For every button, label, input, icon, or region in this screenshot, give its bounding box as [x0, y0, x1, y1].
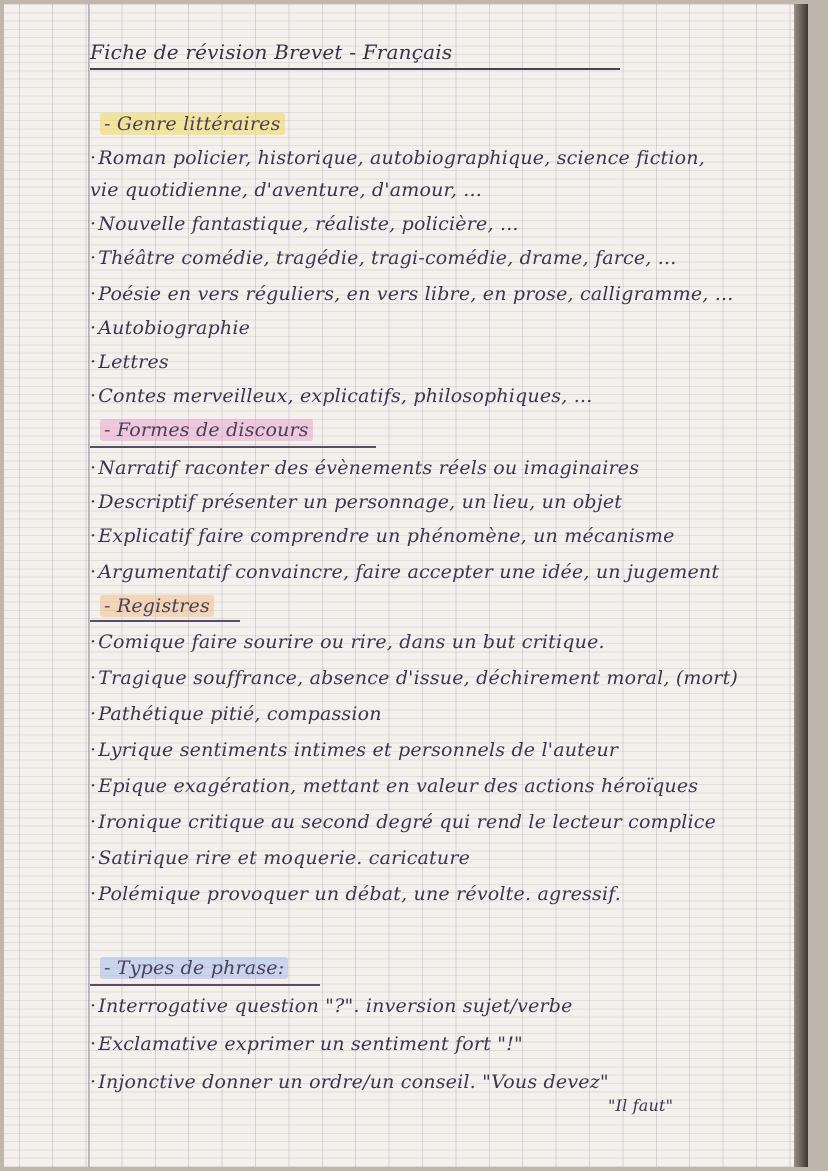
list-item: · Epique exagération, mettant en valeur des actions héroïques [90, 775, 699, 797]
list-item: · Théâtre comédie, tragédie, tragi-comédie, drame, farce, ... [90, 247, 677, 269]
list-item: · Polémique provoquer un débat, une révolte. agressif. [90, 883, 622, 905]
item-text: vie quotidienne, d'aventure, d'amour, ... [90, 179, 482, 201]
heading-underline [90, 620, 240, 622]
list-item: · Roman policier, historique, autobiographique, science fiction, [90, 147, 705, 169]
list-item: · Contes merveilleux, explicatifs, philosophiques, ... [90, 385, 593, 407]
list-item: · Exclamative exprimer un sentiment fort "!" [90, 1033, 523, 1055]
list-item: · Lettres [90, 351, 169, 373]
item-text: critique au second degré qui rend le lecteur complice [181, 811, 717, 833]
list-item: · Lyrique sentiments intimes et personnels de l'auteur [90, 739, 619, 761]
list-item: · Ironique critique au second degré qui rend le lecteur complice [90, 811, 717, 833]
item-text: comédie, tragédie, tragi-comédie, drame, farce, ... [175, 247, 677, 269]
item-text: exprimer un sentiment fort "!" [218, 1033, 523, 1055]
list-item-continuation [608, 1094, 673, 1118]
item-term: Nouvelle [98, 213, 186, 235]
item-text: raconter des évènements réels ou imaginaires [178, 457, 640, 479]
item-term: Descriptif [98, 491, 196, 513]
list-item: · Satirique rire et moquerie. caricature [90, 847, 471, 869]
section-heading-text: - Genre littéraires [100, 113, 285, 135]
list-item: · Nouvelle fantastique, réaliste, policière, ... [90, 213, 519, 235]
list-item: · Descriptif présenter un personnage, un lieu, un objet [90, 491, 623, 513]
item-text: pitié, compassion [203, 703, 382, 725]
item-text: donner un ordre/un conseil. "Vous devez" [195, 1071, 609, 1093]
list-item: · Autobiographie [90, 317, 251, 339]
section-heading-discours [100, 418, 313, 442]
item-text: exagération, mettant en valeur des actions héroïques [167, 775, 699, 797]
list-item: · Injonctive donner un ordre/un conseil. "Vous devez" [90, 1071, 609, 1093]
section-heading-registres [100, 594, 214, 618]
item-term: Interrogative [98, 995, 229, 1017]
list-item: · Interrogative question "?". inversion sujet/verbe [90, 995, 573, 1017]
item-term: Lyrique [98, 739, 174, 761]
item-term: Lettres [98, 351, 169, 373]
item-text: convaincre, faire accepter une idée, un jugement [229, 561, 720, 583]
item-term: Autobiographie [98, 317, 251, 339]
item-term: Argumentatif [98, 561, 230, 583]
item-term: Exclamative [98, 1033, 219, 1055]
item-term: Satirique [98, 847, 189, 869]
title-underline [90, 68, 620, 70]
item-text: policier, historique, autobiographique, science fiction, [166, 147, 705, 169]
page-title: Fiche de révision Brevet - Français [90, 40, 453, 64]
section-heading-genres [100, 112, 285, 136]
item-text: fantastique, réaliste, policière, ... [185, 213, 519, 235]
item-text: faire sourire ou rire, dans un but critique. [185, 631, 605, 653]
item-term: Injonctive [98, 1071, 196, 1093]
heading-underline [90, 446, 376, 448]
list-item: · Pathétique pitié, compassion [90, 703, 382, 725]
item-text: provoquer un débat, une révolte. agressif. [200, 883, 622, 905]
item-term: Polémique [98, 883, 201, 905]
list-item: · Narratif raconter des évènements réels ou imaginaires [90, 457, 640, 479]
item-text: rire et moquerie. caricature [188, 847, 471, 869]
item-text: sentiments intimes et personnels de l'auteur [173, 739, 619, 761]
item-term: Ironique [98, 811, 182, 833]
item-term: Explicatif [98, 525, 192, 547]
item-term: Comique [98, 631, 186, 653]
item-term: Théâtre [98, 247, 176, 269]
item-text: faire comprendre un phénomène, un mécanisme [191, 525, 675, 547]
item-term: Poésie [98, 283, 162, 305]
notebook-page [4, 4, 808, 1167]
item-term: Epique [98, 775, 168, 797]
item-term: Narratif [98, 457, 179, 479]
section-heading-text: - Types de phrase: [100, 957, 288, 979]
item-term: Pathétique [98, 703, 204, 725]
section-heading-text: - Registres [100, 595, 214, 617]
item-text: souffrance, absence d'issue, déchirement moral, (mort) [186, 667, 739, 689]
item-text: "Il faut" [608, 1096, 674, 1115]
list-item: · Comique faire sourire ou rire, dans un but critique. [90, 631, 605, 653]
page-edge [794, 4, 808, 1167]
list-item: · Tragique souffrance, absence d'issue, déchirement moral, (mort) [90, 667, 739, 689]
list-item: · Argumentatif convaincre, faire accepter une idée, un jugement [90, 561, 720, 583]
item-text: merveilleux, explicatifs, philosophiques, ... [166, 385, 593, 407]
section-heading-text: - Formes de discours [100, 419, 313, 441]
list-item: · Explicatif faire comprendre un phénomène, un mécanisme [90, 525, 675, 547]
item-text: question "?". inversion sujet/verbe [228, 995, 573, 1017]
item-term: Contes [98, 385, 167, 407]
item-text: présenter un personnage, un lieu, un objet [195, 491, 623, 513]
section-heading-phrases [100, 956, 288, 980]
list-item: · Poésie en vers réguliers, en vers libre, en prose, calligramme, ... [90, 283, 734, 305]
item-term: Tragique [98, 667, 187, 689]
list-item [90, 178, 482, 202]
item-text: en vers réguliers, en vers libre, en prose, calligramme, ... [161, 283, 734, 305]
heading-underline [90, 984, 320, 986]
item-term: Roman [98, 147, 167, 169]
